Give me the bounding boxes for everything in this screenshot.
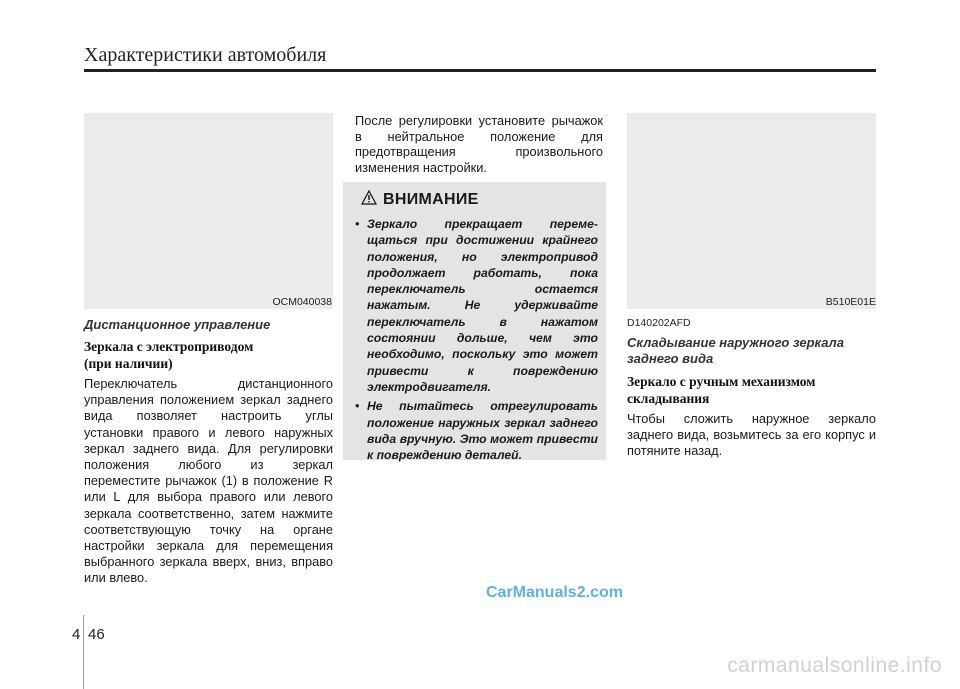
sub-heading-power-mirrors (84, 338, 333, 372)
warning-box (343, 182, 606, 463)
sub-heading-manual-folding (627, 373, 876, 407)
bottom-watermark: carmanualsonline.info (727, 654, 942, 677)
page-divider-line (83, 615, 84, 689)
folding-mirror-image (627, 113, 876, 309)
right-column (627, 317, 876, 460)
mirror-switch-image (84, 113, 333, 309)
page-title: Характеристики автомобиля (84, 44, 327, 66)
bullet-icon: • (355, 217, 360, 231)
warning-item-text: Не пытайтесь отрегулировать положение наружных зеркал заднего вида вручную. Это может привести к повреждению деталей. (367, 399, 598, 463)
left-column (84, 317, 333, 587)
warning-list (355, 216, 598, 466)
bullet-icon: • (355, 399, 360, 414)
warning-triangle-icon (361, 190, 377, 210)
page-number: 46 (88, 626, 105, 643)
warning-item (355, 398, 598, 463)
folding-text: Чтобы сложить наружное зеркало заднего вида, возьмитесь за его корпус и потяните назад. (627, 411, 876, 459)
warning-item (355, 216, 598, 395)
middle-column (355, 113, 603, 175)
sub-heading-line1: Зеркало с ручным механизмом (627, 374, 816, 389)
after-adjustment-text: После регулировки установите рычажок в нейтральное положение для предотвращения произвольного изменения настройки. (355, 113, 603, 175)
sub-heading-line2: (при наличии) (84, 356, 173, 371)
section-heading-remote: Дистанционное управление (84, 317, 271, 332)
site-watermark: CarManuals2.com (486, 584, 623, 601)
header-rule (84, 69, 876, 72)
warning-header (361, 190, 479, 210)
warning-item-text: Зеркало прекращает переме-щаться при достижении крайнего положения, но электропривод продолжает работать, пока переключатель остается нажатым. Не удерживайте переключатель в нажатом состоянии дольше, чем это необходимо, поскольку это может привести к повреждению электродвигателя. (367, 217, 598, 394)
warning-title: ВНИМАНИЕ (383, 191, 479, 208)
sub-heading-line2: складывания (627, 391, 710, 406)
image-code-left: OCM040038 (272, 296, 332, 308)
section-heading-folding: Складывание наружного зеркала заднего вида (627, 335, 844, 366)
chapter-number: 4 (72, 626, 81, 643)
image-code-right: B510E01E (825, 296, 876, 308)
sub-heading-line1: Зеркала с электроприводом (84, 339, 254, 354)
section-code: D140202AFD (627, 317, 691, 329)
remote-control-text: Переключатель дистанционного управления положением зеркал заднего вида позволяет настроить углы установки правого и левого наружных зеркал заднего вида. Для регулировки положения любого из зеркал переместите рычажок (1) в положение R или L для выбора правого или левого зеркала соответственно, затем нажмите соответствующую точку на органе настройки зеркала для перемещения выбранного зеркала вверх, вниз, вправо или влево. (84, 376, 333, 586)
